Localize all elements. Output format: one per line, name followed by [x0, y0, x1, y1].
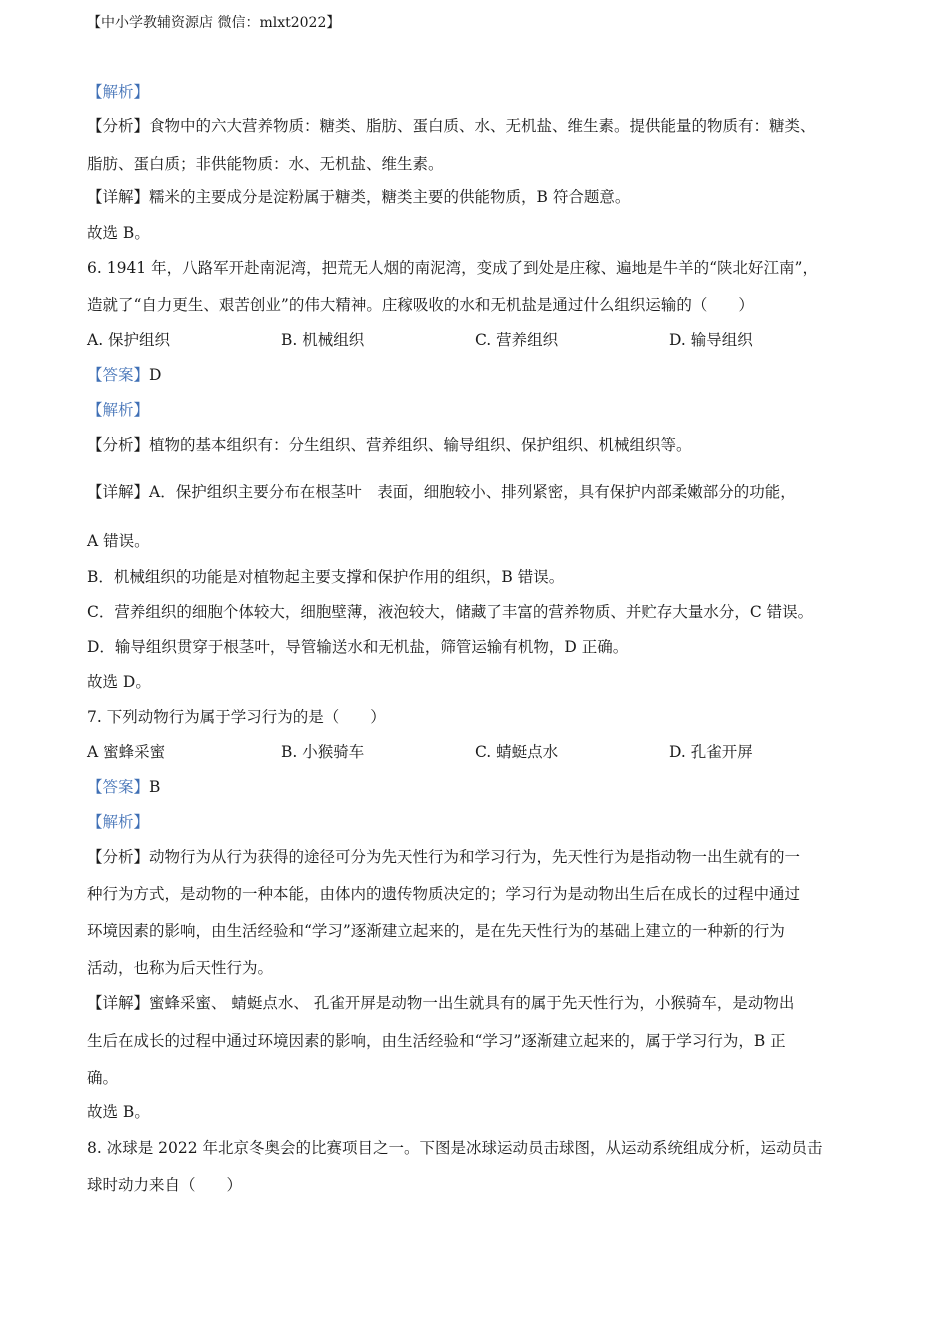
q8-stem-cont: 球时动力来自（ ）: [87, 1176, 243, 1194]
guxuan-7: 故选 B。: [87, 1103, 150, 1121]
q6-option-a: A. 保护组织: [87, 331, 171, 349]
q7-stem: 7. 下列动物行为属于学习行为的是（ ）: [87, 708, 386, 726]
guxuan-5: 故选 B。: [87, 224, 150, 242]
q6-xiangjie-a: A 错误。: [87, 532, 150, 550]
q6-option-d: D. 输导组织: [669, 331, 753, 349]
q7-fenxi: 【分析】动物行为从行为获得的途径可分为先天性行为和学习行为，先天性行为是指动物一出生就有的一: [87, 848, 801, 866]
answer-tag: 【答案】: [87, 366, 150, 384]
q7-fenxi-cont-2: 环境因素的影响，由生活经验和“学习”逐渐建立起来的，是在先天性行为的基础上建立的一种新的行为: [87, 922, 785, 940]
q7-answer: [87, 777, 160, 797]
fenxi-5-cont: 脂肪、蛋白质；非供能物质：水、无机盐、维生素。: [87, 155, 444, 173]
q6-answer: [87, 365, 161, 385]
q7-option-b: B. 小猴骑车: [281, 743, 365, 761]
q6-stem-cont: 造就了“自力更生、艰苦创业”的伟大精神。庄稼吸收的水和无机盐是通过什么组织运输的（ ）: [87, 296, 754, 314]
jiexi-label-6: 【解析】: [87, 401, 150, 419]
q6-fenxi: 【分析】植物的基本组织有：分生组织、营养组织、输导组织、保护组织、机械组织等。: [87, 436, 692, 454]
page-header: 【中小学教辅资源店 微信：mlxt2022】: [87, 15, 341, 31]
q6-xiangjie-d: D．输导组织贯穿于根茎叶，导管输送水和无机盐，筛管运输有机物，D 正确。: [87, 638, 629, 656]
xiangjie-5: 【详解】糯米的主要成分是淀粉属于糖类，糖类主要的供能物质，B 符合题意。: [87, 188, 631, 206]
q7-option-c: C. 蜻蜓点水: [475, 743, 559, 761]
q6-stem: 6. 1941 年，八路军开赴南泥湾，把荒无人烟的南泥湾，变成了到处是庄稼、遍地是牛羊的“陕北好江南”，: [87, 259, 818, 277]
q8-stem: 8. 冰球是 2022 年北京冬奥会的比赛项目之一。下图是冰球运动员击球图，从运动系统组成分析，运动员击: [87, 1139, 823, 1157]
q7-option-d: D. 孔雀开屏: [669, 743, 753, 761]
answer-tag: 【答案】: [87, 778, 150, 796]
q7-xiangjie-cont-1: 生后在成长的过程中通过环境因素的影响，由生活经验和“学习”逐渐建立起来的，属于学习行为，B 正: [87, 1032, 786, 1050]
q6-xiangjie-c: C．营养组织的细胞个体较大，细胞壁薄，液泡较大，储藏了丰富的营养物质、并贮存大量水分，C 错误。: [87, 603, 814, 621]
answer-value: B: [149, 778, 161, 796]
fenxi-5: [87, 116, 816, 136]
q7-fenxi-cont-1: 种行为方式，是动物的一种本能，由体内的遗传物质决定的；学习行为是动物出生后在成长的过程中通过: [87, 885, 801, 903]
jiexi-label-7: 【解析】: [87, 813, 150, 831]
jiexi-label-5: 【解析】: [87, 83, 150, 101]
q6-xiangjie-b: B．机械组织的功能是对植物起主要支撑和保护作用的组织，B 错误。: [87, 568, 565, 586]
q7-xiangjie: 【详解】蜜蜂采蜜、 蜻蜓点水、 孔雀开屏是动物一出生就具有的属于先天性行为，小猴骑车，是动物出: [87, 994, 795, 1012]
guxuan-6: 故选 D。: [87, 673, 151, 691]
q7-fenxi-cont-3: 活动，也称为后天性行为。: [87, 959, 274, 977]
q6-option-c: C. 营养组织: [475, 331, 559, 349]
q6-xiangjie: 【详解】A．保护组织主要分布在根茎叶 表面，细胞较小、排列紧密，具有保护内部柔嫩部分的功能，: [87, 483, 796, 501]
fenxi-text: 食物中的六大营养物质：糖类、脂肪、蛋白质、水、无机盐、维生素。提供能量的物质有：糖类、: [149, 117, 816, 135]
answer-value: D: [149, 366, 162, 384]
q6-option-b: B. 机械组织: [281, 331, 365, 349]
q7-xiangjie-cont-2: 确。: [87, 1069, 119, 1087]
q7-option-a: A 蜜蜂采蜜: [87, 743, 166, 761]
fenxi-tag: 【分析】: [87, 117, 150, 135]
